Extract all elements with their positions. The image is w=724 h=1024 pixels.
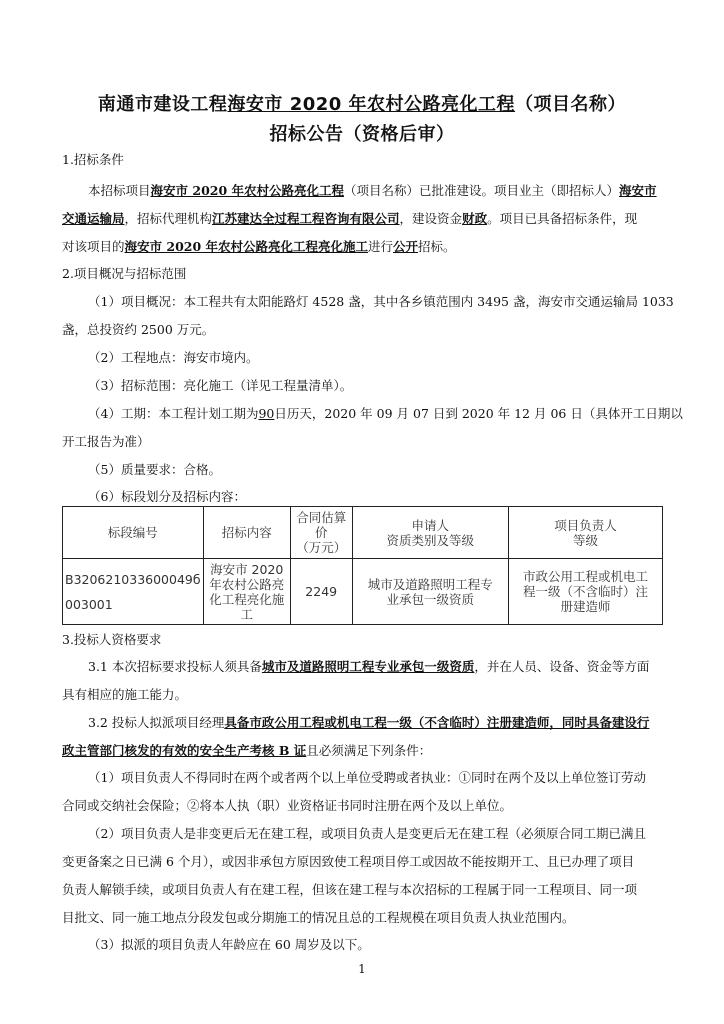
cell-manager: 市政公用工程或机电工程一级（不含临时）注册建造师 bbox=[508, 559, 662, 625]
scope-line: （3）招标范围：亮化施工（详见工程量清单）。 bbox=[88, 378, 353, 393]
table-row bbox=[63, 559, 663, 625]
period-days: 90 bbox=[258, 406, 275, 421]
cond-1-line-1: （1）项目负责人不得同时在两个或者两个以上单位受聘或者执业：①同时在两个及以上单位签订劳动 bbox=[88, 770, 646, 785]
title-line-1 bbox=[0, 90, 724, 116]
quality-line: （5）质量要求：合格。 bbox=[88, 462, 221, 477]
sections-line: （6）标段划分及招标内容： bbox=[88, 489, 246, 504]
section-2-heading: 2.项目概况与招标范围 bbox=[62, 266, 187, 281]
cond-2-line-4: 目批文、同一施工地点分段发包或分期施工的情况且总的工程规模在项目负责人执业范围内。 bbox=[62, 910, 575, 925]
overview-line-2: 盏，总投资约 2500 万元。 bbox=[62, 322, 215, 337]
cell-price: 2249 bbox=[290, 559, 352, 625]
manager-requirement: 具备市政公用工程或机电工程一级（不含临时）注册建造师，同时具备建设行 bbox=[224, 715, 650, 730]
req-3-2-line-1: 3.2 投标人拟派项目经理具备市政公用工程或机电工程一级（不含临时）注册建造师，同时具备建设行 bbox=[88, 715, 650, 730]
th-content: 招标内容 bbox=[203, 507, 290, 559]
cell-section-code: B320621033600049б 003001 bbox=[63, 559, 204, 625]
th-manager: 项目负责人 等级 bbox=[508, 507, 662, 559]
page-number: 1 bbox=[358, 962, 366, 976]
title-prefix: 南通市建设工程 bbox=[97, 94, 228, 115]
section-1-para-line-2: 交通运输局，招标代理机构江苏建达全过程工程咨询有限公司，建设资金财政。项目已具备招标条件，现 bbox=[62, 211, 638, 226]
table-header-row bbox=[63, 507, 663, 559]
section-1-para-line-3: 对该项目的海安市 2020 年农村公路亮化工程亮化施工进行公开招标。 bbox=[62, 239, 456, 254]
th-price: 合同估算 价 （万元） bbox=[290, 507, 352, 559]
section-table bbox=[62, 506, 663, 625]
cond-3-line: （3）拟派的项目负责人年龄应在 60 周岁及以下。 bbox=[88, 937, 370, 952]
overview-line-1: （1）项目概况：本工程共有太阳能路灯 4528 盏，其中各乡镇范围内 3495 盏，海安市交通运输局 1033 bbox=[88, 294, 674, 309]
agency-name: 江苏建达全过程工程咨询有限公司 bbox=[212, 211, 400, 226]
section-3-heading: 3.投标人资格要求 bbox=[62, 632, 162, 647]
section-1-heading: 1.招标条件 bbox=[62, 152, 124, 167]
th-section-code: 标段编号 bbox=[63, 507, 204, 559]
period-line-1: （4）工期：本工程计划工期为90日历天，2020 年 09 月 07 日到 2020 年 12 月 06 日（具体开工日期以 bbox=[88, 406, 683, 421]
owner-name: 海安市 bbox=[619, 183, 657, 198]
req-3-2-line-2: 政主管部门核发的有效的安全生产考核 B 证且必须满足下列条件： bbox=[62, 743, 432, 758]
funding-source: 财政 bbox=[462, 211, 488, 226]
cell-qualification: 城市及道路照明工程专业承包一级资质 bbox=[352, 559, 508, 625]
section-1-para-line-1: 本招标项目海安市 2020 年农村公路亮化工程（项目名称）已批准建设。项目业主（即招标人）海安市 bbox=[88, 183, 657, 198]
title-project-name: 海安市 2020 年农村公路亮化工程 bbox=[227, 94, 516, 115]
cond-2-line-2: 变更备案之日已满 6 个月），或因非承包方原因致使工程项目停工或因故不能按期开工、且已办理了项目 bbox=[62, 854, 635, 869]
title-suffix: （项目名称） bbox=[515, 94, 627, 115]
title-line-2: 招标公告（资格后审） bbox=[269, 124, 455, 145]
tender-project: 海安市 2020 年农村公路亮化工程亮化施工 bbox=[124, 239, 369, 254]
cell-content: 海安市 2020 年农村公路亮化工程亮化施工 bbox=[203, 559, 290, 625]
req-3-1-line-1: 3.1 本次招标要求投标人须具备城市及道路照明工程专业承包一级资质，并在人员、设备、资金等方面 bbox=[88, 659, 650, 674]
cond-2-line-1: （2）项目负责人是非变更后无在建工程，或项目负责人是变更后无在建工程（必须原合同工期已满且 bbox=[88, 826, 646, 841]
cond-2-line-3: 负责人解锁手续，或项目负责人有在建工程，但该在建工程与本次招标的工程属于同一工程项目、同一项 bbox=[62, 882, 638, 897]
cond-1-line-2: 合同或交纳社会保险；②将本人执（职）业资格证书同时注册在两个及以上单位。 bbox=[62, 798, 513, 813]
safety-cert-requirement: 政主管部门核发的有效的安全生产考核 B 证 bbox=[62, 743, 307, 758]
project-name: 海安市 2020 年农村公路亮化工程 bbox=[150, 183, 345, 198]
owner-name-cont: 交通运输局 bbox=[62, 211, 125, 226]
tender-method: 公开 bbox=[393, 239, 419, 254]
period-line-2: 开工报告为准） bbox=[62, 434, 150, 449]
req-3-1-line-2: 具有相应的施工能力。 bbox=[62, 687, 188, 702]
th-qualification: 申请人 资质类别及等级 bbox=[352, 507, 508, 559]
location-line: （2）工程地点：海安市境内。 bbox=[88, 350, 259, 365]
required-qualification: 城市及道路照明工程专业承包一级资质 bbox=[261, 659, 475, 674]
